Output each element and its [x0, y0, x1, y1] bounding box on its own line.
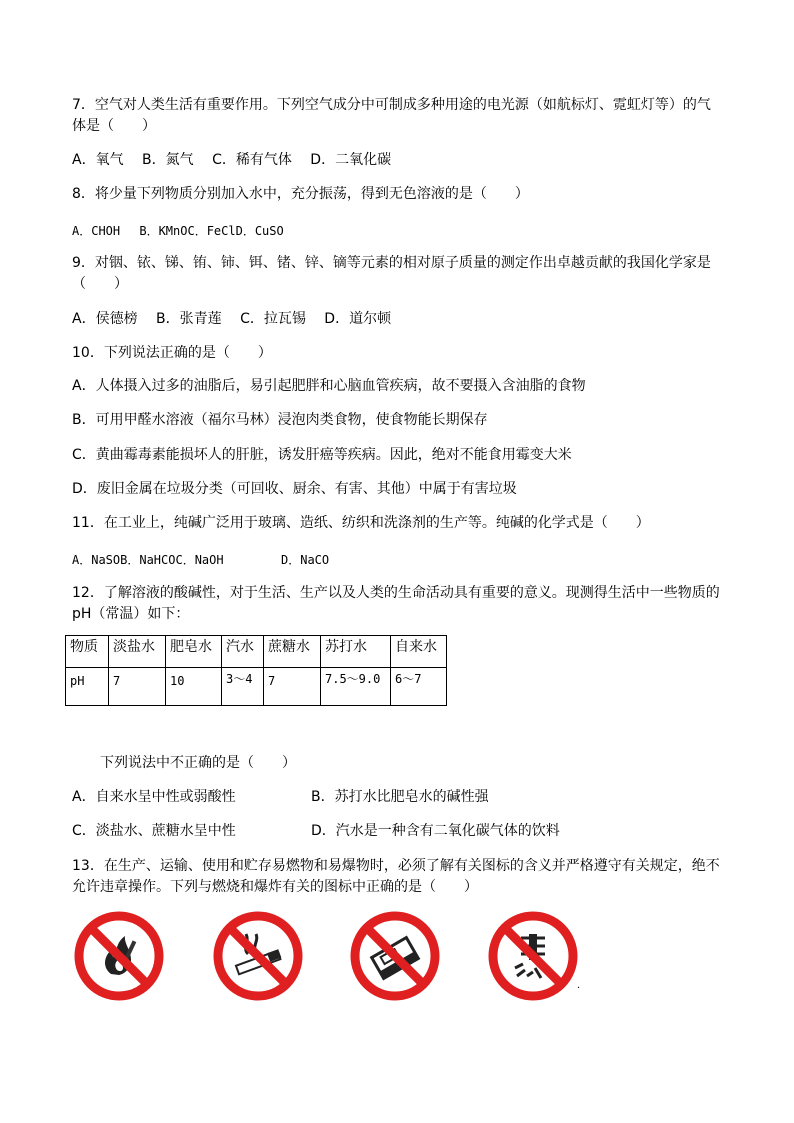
- no-fireworks-sign-icon: [487, 910, 579, 1002]
- q11-stem: 11．在工业上，纯碱广泛用于玻璃、造纸、纺织和洗涤剂的生产等。纯碱的化学式是（ ）: [72, 515, 650, 531]
- table-header-cell: 肥皂水: [166, 636, 222, 668]
- q12-option-c: C．淡盐水、蔗糖水呈中性: [72, 823, 236, 839]
- q13-stem-line1: 13．在生产、运输、使用和贮存易燃物和易爆物时，必须了解有关图标的含义并严格遵守有关规定，绝不: [72, 858, 720, 874]
- q9-stem-line1: 9．对铟、铱、锑、铕、铈、铒、锗、锌、镝等元素的相对原子质量的测定作出卓越贡献的我国化学家是: [72, 255, 711, 271]
- q12-option-a: A．自来水呈中性或弱酸性: [72, 789, 236, 805]
- q13-stem-line2: 允许违章操作。下列与燃烧和爆炸有关的图标中正确的是（ ）: [72, 879, 478, 895]
- table-header-cell: 自来水: [391, 636, 447, 668]
- table-cell: pH: [66, 668, 109, 706]
- table-header-cell: 苏打水: [321, 636, 391, 668]
- table-header-cell: 蔗糖水: [264, 636, 321, 668]
- q8-stem: 8．将少量下列物质分别加入水中，充分振荡，得到无色溶液的是（ ）: [72, 186, 529, 202]
- q9-stem-line2: （ ）: [72, 276, 128, 292]
- q8-options: A．CHOH B．KMnOC．FeClD．CuSO: [72, 224, 284, 238]
- no-open-flame-sign-icon: [73, 910, 165, 1002]
- table-header-cell: 物质: [66, 636, 109, 668]
- no-matches-sign-icon: [349, 910, 441, 1002]
- table-row: [66, 668, 447, 706]
- table-cell: 6～7: [391, 668, 447, 706]
- q12-stem-line1: 12．了解溶液的酸碱性，对于生活、生产以及人类的生命活动具有重要的意义。现测得生活中一些物质的: [72, 585, 720, 601]
- q7-stem-line1: 7．空气对人类生活有重要作用。下列空气成分中可制成多种用途的电光源（如航标灯、霓虹灯等）的气: [72, 97, 711, 113]
- q10-option-d: D．废旧金属在垃圾分类（可回收、厨余、有害、其他）中属于有害垃圾: [72, 481, 517, 497]
- table-header-cell: 汽水: [222, 636, 264, 668]
- table-cell: 7: [109, 668, 166, 706]
- q9-options: A．侯德榜 B．张青莲 C．拉瓦锡 D．道尔顿: [72, 311, 392, 327]
- table-cell: 3～4: [222, 668, 264, 706]
- q7-options: A．氧气 B．氮气 C．稀有气体 D．二氧化碳: [72, 152, 392, 168]
- q12-option-b: B．苏打水比肥皂水的碱性强: [311, 789, 489, 805]
- q11-option-d: D．NaCO: [281, 553, 330, 567]
- q7-stem-line2: 体是（ ）: [72, 118, 156, 134]
- q10-option-c: C．黄曲霉毒素能损坏人的肝脏，诱发肝癌等疾病。因此，绝对不能食用霉变大米: [72, 447, 572, 463]
- q12-question: 下列说法中不正确的是（ ）: [100, 755, 296, 771]
- q12-option-d: D．汽水是一种含有二氧化碳气体的饮料: [311, 823, 560, 839]
- table-header-cell: 淡盐水: [109, 636, 166, 668]
- trailing-dot: .: [577, 980, 581, 991]
- no-smoking-sign-icon: [212, 910, 304, 1002]
- q11-options-abc: A．NaSOB．NaHCOC．NaOH: [72, 553, 224, 567]
- q10-stem: 10．下列说法正确的是（ ）: [72, 345, 272, 361]
- q10-option-b: B．可用甲醛水溶液（福尔马林）浸泡肉类食物，使食物能长期保存: [72, 412, 488, 428]
- table-cell: 10: [166, 668, 222, 706]
- q12-stem-line2: pH（常温）如下：: [72, 606, 190, 622]
- q10-option-a: A．人体摄入过多的油脂后，易引起肥胖和心脑血管疾病，故不要摄入含油脂的食物: [72, 378, 586, 394]
- table-cell: 7: [264, 668, 321, 706]
- table-row: [66, 636, 447, 668]
- table-cell: 7.5～9.0: [321, 668, 391, 706]
- ph-table: [65, 635, 447, 706]
